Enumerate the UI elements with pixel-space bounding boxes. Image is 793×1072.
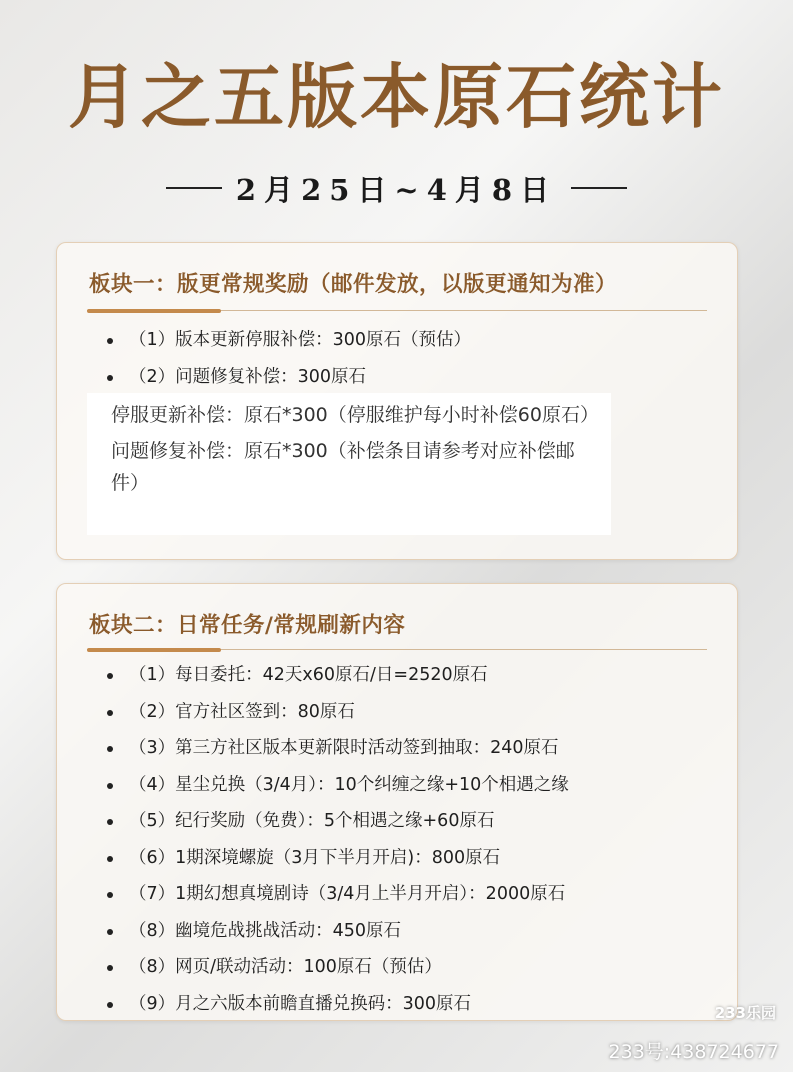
list-item: （8）网页/联动活动：100原石（预估） [107, 952, 569, 989]
notice-line: 停服更新补偿：原石*300（停服维护每小时补偿60原石） [111, 404, 599, 426]
compensation-notice [87, 393, 611, 535]
page-title: 月之五版本原石统计 [68, 55, 725, 138]
section-1-heading: 板块一：版更常规奖励（邮件发放，以版更通知为准） [89, 272, 618, 297]
list-item: （9）月之六版本前瞻直播兑换码：300原石 [107, 989, 569, 1026]
date-divider-right [571, 187, 627, 189]
list-item: （6）1期深境螺旋（3月下半月开启)：800原石 [107, 843, 569, 880]
watermark-logo: 233乐园 [714, 1004, 776, 1022]
list-item: （1）每日委托：42天x60原石/日=2520原石 [107, 660, 569, 697]
date-range-row [0, 168, 793, 208]
section-1-underline [87, 309, 707, 313]
list-item: （1）版本更新停服补偿：300原石（预估） [107, 325, 471, 362]
section-1-list [107, 325, 471, 398]
list-item: （7）1期幻想真境剧诗（3/4月上半月开启）：2000原石 [107, 879, 569, 916]
list-item: （8）幽境危战挑战活动：450原石 [107, 916, 569, 953]
section-1-card [56, 242, 738, 560]
section-2-card [56, 583, 738, 1021]
section-2-heading: 板块二：日常任务/常规刷新内容 [89, 613, 406, 638]
notice-line: 问题修复补偿：原石*300（补偿条目请参考对应补偿邮件） [111, 440, 575, 494]
date-divider-left [166, 187, 222, 189]
list-item: （4）星尘兑换（3/4月）：10个纠缠之缘+10个相遇之缘 [107, 770, 569, 807]
list-item: （3）第三方社区版本更新限时活动签到抽取：240原石 [107, 733, 569, 770]
list-item: （2）问题修复补偿：300原石 [107, 362, 471, 399]
list-item: （5）纪行奖励（免费）：5个相遇之缘+60原石 [107, 806, 569, 843]
section-2-underline [87, 648, 707, 652]
section-2-list [107, 660, 569, 1025]
list-item: （2）官方社区签到：80原石 [107, 697, 569, 734]
date-range: 2月25日~4月8日 [235, 172, 558, 207]
watermark-id: 233号:438724677 [608, 1041, 779, 1063]
